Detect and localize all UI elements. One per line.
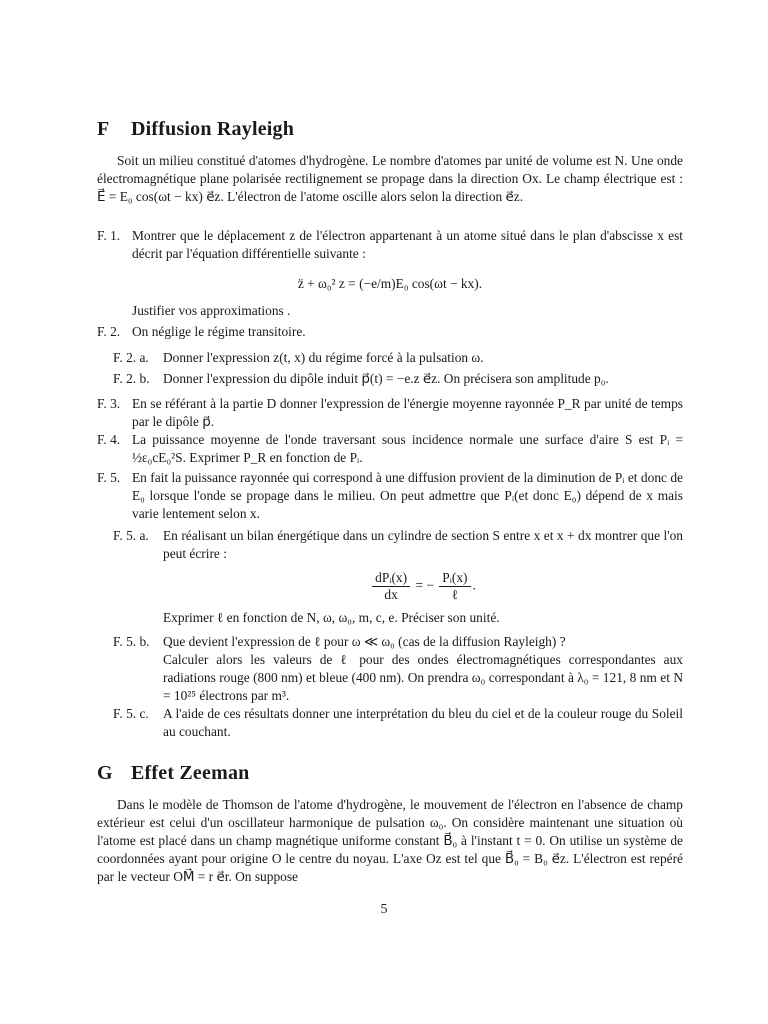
question-f1-after: Justifier vos approximations . [132,303,291,318]
question-f2a-label: F. 2. a. [113,350,149,365]
equation-f5a-denominator: dx [384,587,398,602]
question-f2-label: F. 2. [97,324,121,339]
question-f1-label: F. 1. [97,228,121,243]
question-f5b-text2: Calculer alors les valeurs de ℓ pour des ondes électromagnétiques correspondantes aux radiations rouge (800 nm) et bleue (400 nm). On prendra ω₀ correspondant à λ₀ = 121, 8 nm et N = 10²⁵ électrons par m³. [163,652,683,703]
equation-f5a-fraction-right [439,570,470,603]
question-f2 [97,323,683,341]
question-f5c-text: A l'aide de ces résultats donner une interprétation du bleu du ciel et de la couleur rouge du Soleil au couchant. [163,706,683,739]
question-f5a-after: Exprimer ℓ en fonction de N, ω, ω₀, m, c, e. Préciser son unité. [163,610,500,625]
question-f5 [97,469,683,523]
question-f5a-text: En réalisant un bilan énergétique dans un cylindre de section S entre x et x + dx montrer que l'on peut écrire : [163,528,683,561]
equation-f1: z̈ + ω₀² z = (−e/m)E₀ cos(ωt − kx). [297,276,483,291]
section-g-number: G [97,762,113,784]
question-f4-label: F. 4. [97,432,121,447]
equation-f5a-denominator-2: ℓ [451,587,459,602]
section-g-intro: Dans le modèle de Thomson de l'atome d'hydrogène, le mouvement de l'électron en l'absence de champ extérieur est celui d'un oscillateur harmonique de pulsation ω₀. On considère maintenant une situation où l'atome est placé dans un champ magnétique uniforme constant B⃗₀ à l'instant t = 0. On utilise un système de coordonnées ayant pour origine O le centre du noyau. L'axe Oz est tel que B⃗₀ = B₀ e⃗z. L'électron est repéré par le vecteur OM⃗ = r e⃗r. On suppose [97,797,683,884]
section-f-intro: Soit un milieu constitué d'atomes d'hydrogène. Le nombre d'atomes par unité de volume est N. Une onde électromagnétique plane polarisée rectilignement se propage dans la direction Ox. Le champ électrique est : E⃗ = E₀ cos(ωt − kx) e⃗z. L'électron de l'atome oscille alors selon la direction e⃗z. [97,153,683,204]
question-f3-label: F. 3. [97,396,121,411]
question-f5b-label: F. 5. b. [113,634,150,649]
question-f1-text: Montrer que le déplacement z de l'électron appartenant à un atome situé dans le plan d'abscisse x est décrit par l'équation différentielle suivante : [132,228,683,261]
question-f4 [97,431,683,467]
question-f5b-text: Que devient l'expression de ℓ pour ω ≪ ω₀ (cas de la diffusion Rayleigh) ? [163,634,566,649]
section-f-title: Diffusion Rayleigh [131,118,295,140]
page-number: 5 [380,902,388,917]
section-f-heading [97,118,294,141]
question-f5c [113,705,683,741]
equation-f5a-numerator-2: Pᵢ(x) [439,570,470,587]
question-f2b-label: F. 2. b. [113,371,150,386]
section-f-number: F [97,118,110,140]
question-f2-text: On néglige le régime transitoire. [132,324,306,339]
question-f5-text: En fait la puissance rayonnée qui correspond à une diffusion provient de la diminution de Pᵢ et donc de E₀ lorsque l'onde se propage dans le milieu. On peut admettre que Pᵢ(et donc E₀) dépend de x mais varie lentement selon x. [132,470,683,521]
question-f5-label: F. 5. [97,470,121,485]
question-f5a-label: F. 5. a. [113,528,149,543]
section-g-heading [97,762,249,785]
question-f5a [113,527,683,563]
section-g-title: Effet Zeeman [131,762,250,784]
equation-f5a-numerator: dPᵢ(x) [372,570,410,587]
equation-f5a-end: . [472,577,476,593]
question-f1 [97,227,683,263]
question-f2a [113,349,683,367]
question-f5b [113,633,683,705]
question-f3 [97,395,683,431]
question-f5c-label: F. 5. c. [113,706,149,721]
question-f2b [113,370,683,388]
question-f4-text: La puissance moyenne de l'onde traversant sous incidence normale une surface d'aire S est Pᵢ = ½ε₀cE₀²S. Exprimer P_R en fonction de Pᵢ. [132,432,683,465]
equation-f5a [163,570,683,603]
question-f2b-text: Donner l'expression du dipôle induit p⃗(t) = −e.z e⃗z. On précisera son amplitude p₀. [163,371,609,386]
equation-f5a-equals: = − [415,577,434,593]
question-f3-text: En se référant à la partie D donner l'expression de l'énergie moyenne rayonnée P_R par unité de temps par le dipôle p⃗. [132,396,683,429]
question-f2a-text: Donner l'expression z(t, x) du régime forcé à la pulsation ω. [163,350,484,365]
equation-f5a-fraction-left [372,570,410,603]
